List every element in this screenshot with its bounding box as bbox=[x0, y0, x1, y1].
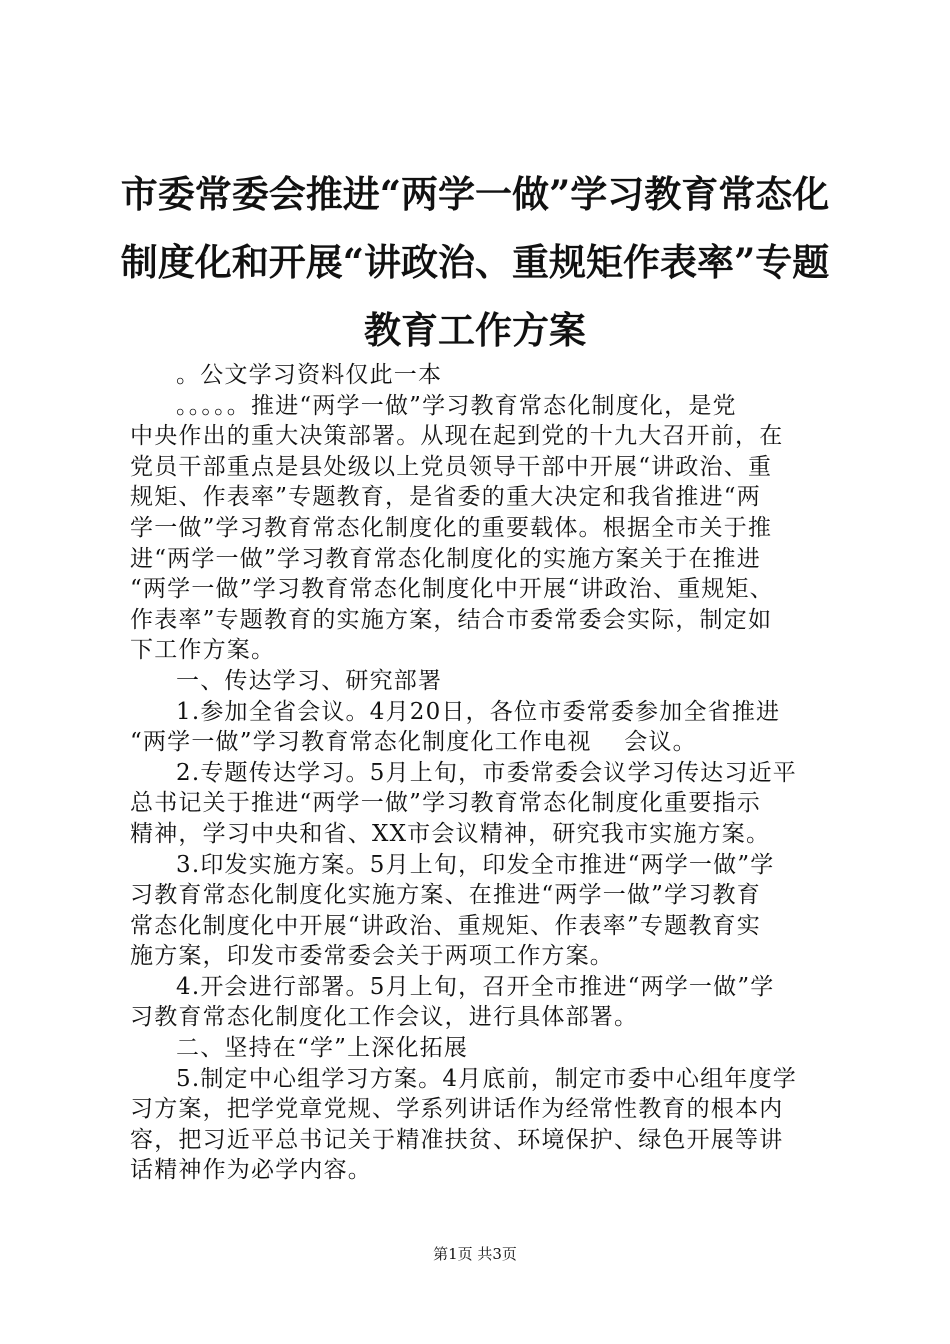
title-line-1: 市委常委会推进“两学一做”学习教育常态化 bbox=[120, 172, 830, 216]
body-line: 下工作方案。 bbox=[130, 637, 276, 664]
body-line: 。公文学习资料仅此一本 bbox=[176, 362, 443, 388]
body-line: 中央作出的重大决策部署。从现在起到党的十九大召开前，在 bbox=[130, 423, 784, 450]
body-line: 精神，学习中央和省、XX市会议精神，研究我市实施方案。 bbox=[130, 820, 771, 847]
document-body bbox=[130, 360, 835, 1186]
body-line: “两学一做”学习教育常态化制度化工作电视 会议。 bbox=[130, 729, 697, 756]
body-line: 。。。。。推进“两学一做”学习教育常态化制度化，是党 bbox=[176, 392, 737, 419]
body-line: “两学一做”学习教育常态化制度化中开展“讲政治、重规矩、 bbox=[130, 576, 774, 603]
body-line: 3.印发实施方案。5月上旬，印发全市推进“两学一做”学 bbox=[176, 851, 775, 878]
body-line: 习方案，把学党章党规、学系列讲话作为经常性教育的根本内 bbox=[130, 1096, 784, 1123]
body-line: 1.参加全省会议。4月20日，各位市委常委参加全省推进 bbox=[176, 698, 781, 725]
body-line: 4.开会进行部署。5月上旬，召开全市推进“两学一做”学 bbox=[176, 973, 775, 1000]
body-line: 话精神作为必学内容。 bbox=[130, 1157, 372, 1184]
body-line: 施方案，印发市委常委会关于两项工作方案。 bbox=[130, 943, 614, 970]
body-line: 常态化制度化中开展“讲政治、重规矩、作表率”专题教育实 bbox=[130, 912, 761, 939]
section-heading: 二、坚持在“学”上深化拓展 bbox=[176, 1035, 469, 1062]
page-footer: 第1页 共3页 bbox=[433, 1245, 517, 1263]
body-line: 总书记关于推进“两学一做”学习教育常态化制度化重要指示 bbox=[130, 790, 761, 817]
section-heading: 一、传达学习、研究部署 bbox=[176, 667, 443, 694]
body-line: 习教育常态化制度化实施方案、在推进“两学一做”学习教育 bbox=[130, 882, 761, 909]
body-line: 进“两学一做”学习教育常态化制度化的实施方案关于在推进 bbox=[130, 545, 761, 572]
title-line-2: 制度化和开展“讲政治、重规矩作表率”专题 bbox=[120, 240, 830, 284]
title-line-3: 教育工作方案 bbox=[364, 308, 586, 352]
body-line: 5.制定中心组学习方案。4月底前，制定市委中心组年度学 bbox=[176, 1065, 797, 1092]
body-line: 2.专题传达学习。5月上旬，市委常委会议学习传达习近平 bbox=[176, 759, 797, 786]
body-line: 习教育常态化制度化工作会议，进行具体部署。 bbox=[130, 1004, 639, 1031]
body-line: 党员干部重点是县处级以上党员领导干部中开展“讲政治、重 bbox=[130, 453, 773, 480]
body-line: 学一做”学习教育常态化制度化的重要载体。根据全市关于推 bbox=[130, 514, 773, 541]
document-title bbox=[110, 160, 840, 364]
body-line: 作表率”专题教育的实施方案，结合市委常委会实际，制定如 bbox=[130, 606, 773, 633]
body-line: 规矩、作表率”专题教育，是省委的重大决定和我省推进“两 bbox=[130, 484, 761, 511]
body-line: 容，把习近平总书记关于精准扶贫、环境保护、绿色开展等讲 bbox=[130, 1126, 784, 1153]
